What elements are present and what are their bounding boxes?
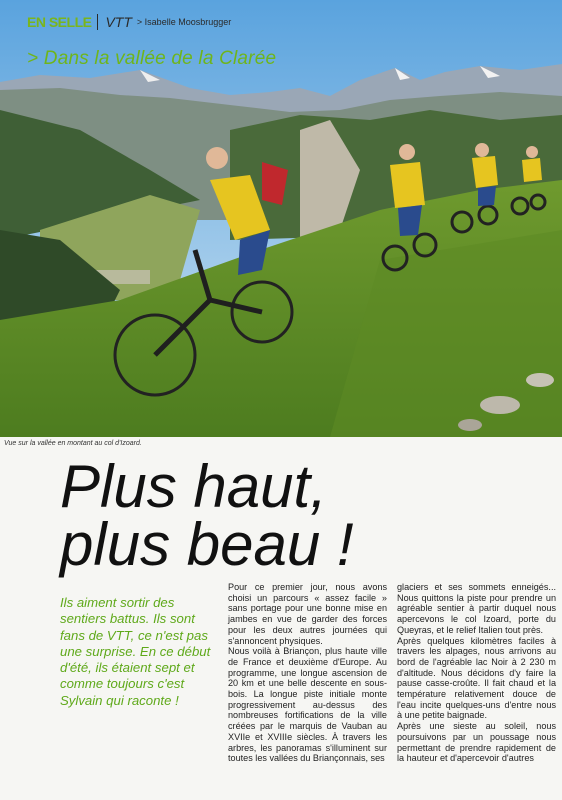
headline-line-1: Plus haut, (60, 453, 327, 520)
paragraph: glaciers et ses sommets enneigés... Nous quittons la piste pour prendre un agréable sentier à partir duquel nous apercevons le col Izoard, porte du Queyras, et le relief Italien tout près. (397, 582, 556, 635)
paragraph: Nous voilà à Briançon, plus haute ville de France et deuxième d'Europe. Au programme, une longue ascension de 20 km et une belle descente en sous-bois. La longue piste initiale monte progressivement au-dessus des nombreuses fortifications de la ville créées par le marquis de Vauban au XVIIe et XVIIIe siècles. À travers les arbres, les panoramas s'illuminent sur toutes les vallées du Briançonnais, ses (228, 646, 387, 764)
headline-line-2: plus beau ! (60, 511, 354, 578)
article-headline (60, 453, 550, 578)
article-subtitle: > Dans la vallée de la Clarée (27, 48, 277, 69)
section-header (27, 14, 231, 30)
author-byline: > Isabelle Moosbrugger (136, 17, 232, 27)
body-column-2 (397, 582, 556, 764)
section-tag: EN SELLE (27, 14, 92, 30)
photo-caption: Vue sur la vallée en montant au col d'Izoard. (4, 440, 142, 447)
body-column-1 (228, 582, 387, 764)
article-intro: Ils aiment sortir des sentiers battus. Ils sont fans de VTT, ce n'est pas une surprise. En ce début d'été, ils étaient sept et comme toujours c'est Sylvain qui raconte ! (60, 595, 211, 708)
paragraph: Après une sieste au soleil, nous poursuivons par un poussage nous permettant de prendre rapidement de la hauteur et d'apercevoir d'autres (397, 721, 556, 764)
header-divider (97, 14, 98, 30)
paragraph: Après quelques kilomètres faciles à travers les alpages, nous arrivons au bord de l'agréable lac Noir à 2 230 m d'altitude. Nous décidons d'y faire la pause casse-croûte. Il fait chaud et la température relativement douce de l'eau incite quelques-uns d'entre nous à une petite baignade. (397, 635, 556, 721)
category-label: VTT (105, 14, 132, 30)
paragraph: Pour ce premier jour, nous avons choisi un parcours « assez facile » sans portage pour une bonne mise en jambes en vue de garder des forces pour les deux autres journées qui s'annoncent physiques. (228, 582, 387, 646)
